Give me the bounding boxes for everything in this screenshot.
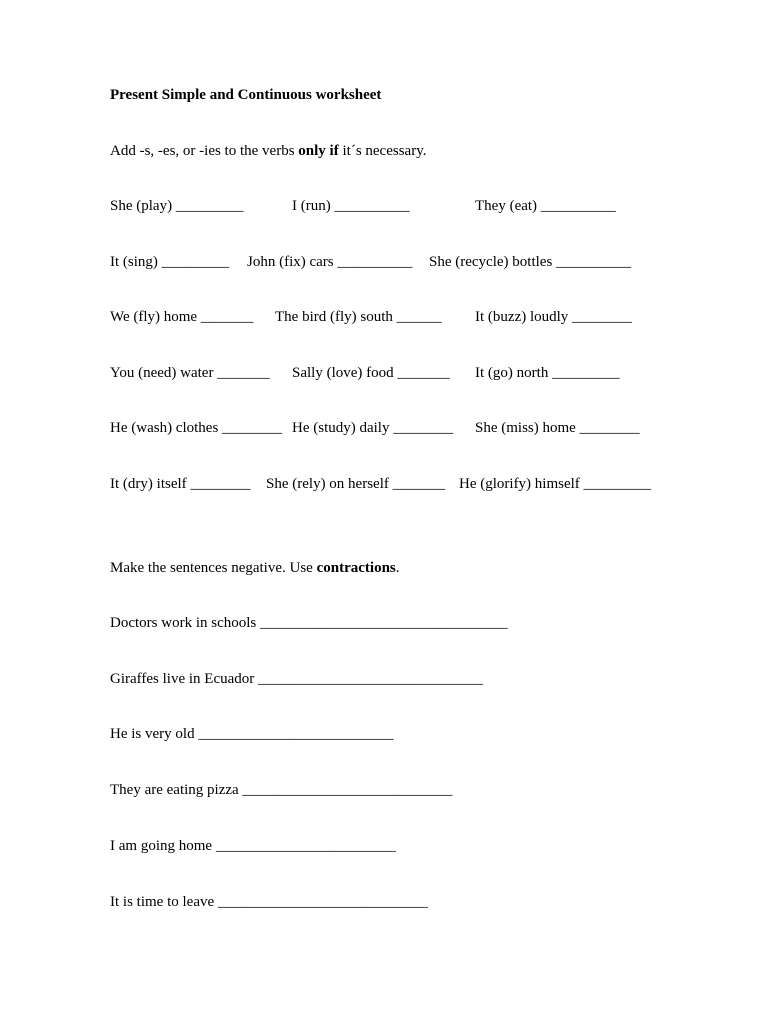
exercise-item: It (go) north _________: [475, 365, 620, 381]
section2-instruction: [110, 559, 400, 577]
section1-instruction: [110, 142, 426, 160]
exercise-item: He (wash) clothes ________: [110, 420, 283, 436]
negative-sentence-item: They are eating pizza ____________________________: [110, 782, 453, 798]
exercise-item: He (study) daily ________: [292, 420, 454, 436]
exercise-item: He (glorify) himself _________: [459, 476, 652, 492]
instruction-bold: only if: [298, 143, 339, 159]
instruction-text: it´s necessary.: [338, 143, 427, 159]
exercise-item: It (dry) itself ________: [110, 476, 251, 492]
negative-sentence-item: Doctors work in schools _________________________________: [110, 615, 508, 631]
exercise-item: We (fly) home _______: [110, 309, 254, 325]
exercise-item: Sally (love) food _______: [292, 365, 450, 381]
page-title: Present Simple and Continuous worksheet: [110, 87, 382, 103]
exercise-item: She (recycle) bottles __________: [429, 254, 632, 270]
negative-sentence-item: He is very old __________________________: [110, 726, 394, 742]
exercise-item: John (fix) cars __________: [247, 254, 413, 270]
exercise-item: You (need) water _______: [110, 365, 270, 381]
instruction-text: Make the sentences negative. Use: [110, 560, 317, 576]
exercise-item: She (miss) home ________: [475, 420, 640, 436]
exercise-item: It (sing) _________: [110, 254, 230, 270]
instruction-text: Add -s, -es, or -ies to the verbs: [110, 143, 299, 159]
negative-sentence-item: I am going home ________________________: [110, 838, 396, 854]
exercise-item: I (run) __________: [292, 198, 410, 214]
exercise-item: She (play) _________: [110, 198, 244, 214]
negative-sentence-item: Giraffes live in Ecuador ______________________________: [110, 671, 484, 687]
exercise-item: She (rely) on herself _______: [266, 476, 446, 492]
exercise-item: It (buzz) loudly ________: [475, 309, 633, 325]
exercise-item: The bird (fly) south ______: [275, 309, 442, 325]
instruction-bold: contractions: [316, 560, 396, 576]
negative-sentence-item: It is time to leave ____________________________: [110, 894, 428, 910]
instruction-text: .: [395, 560, 400, 576]
exercise-item: They (eat) __________: [475, 198, 616, 214]
